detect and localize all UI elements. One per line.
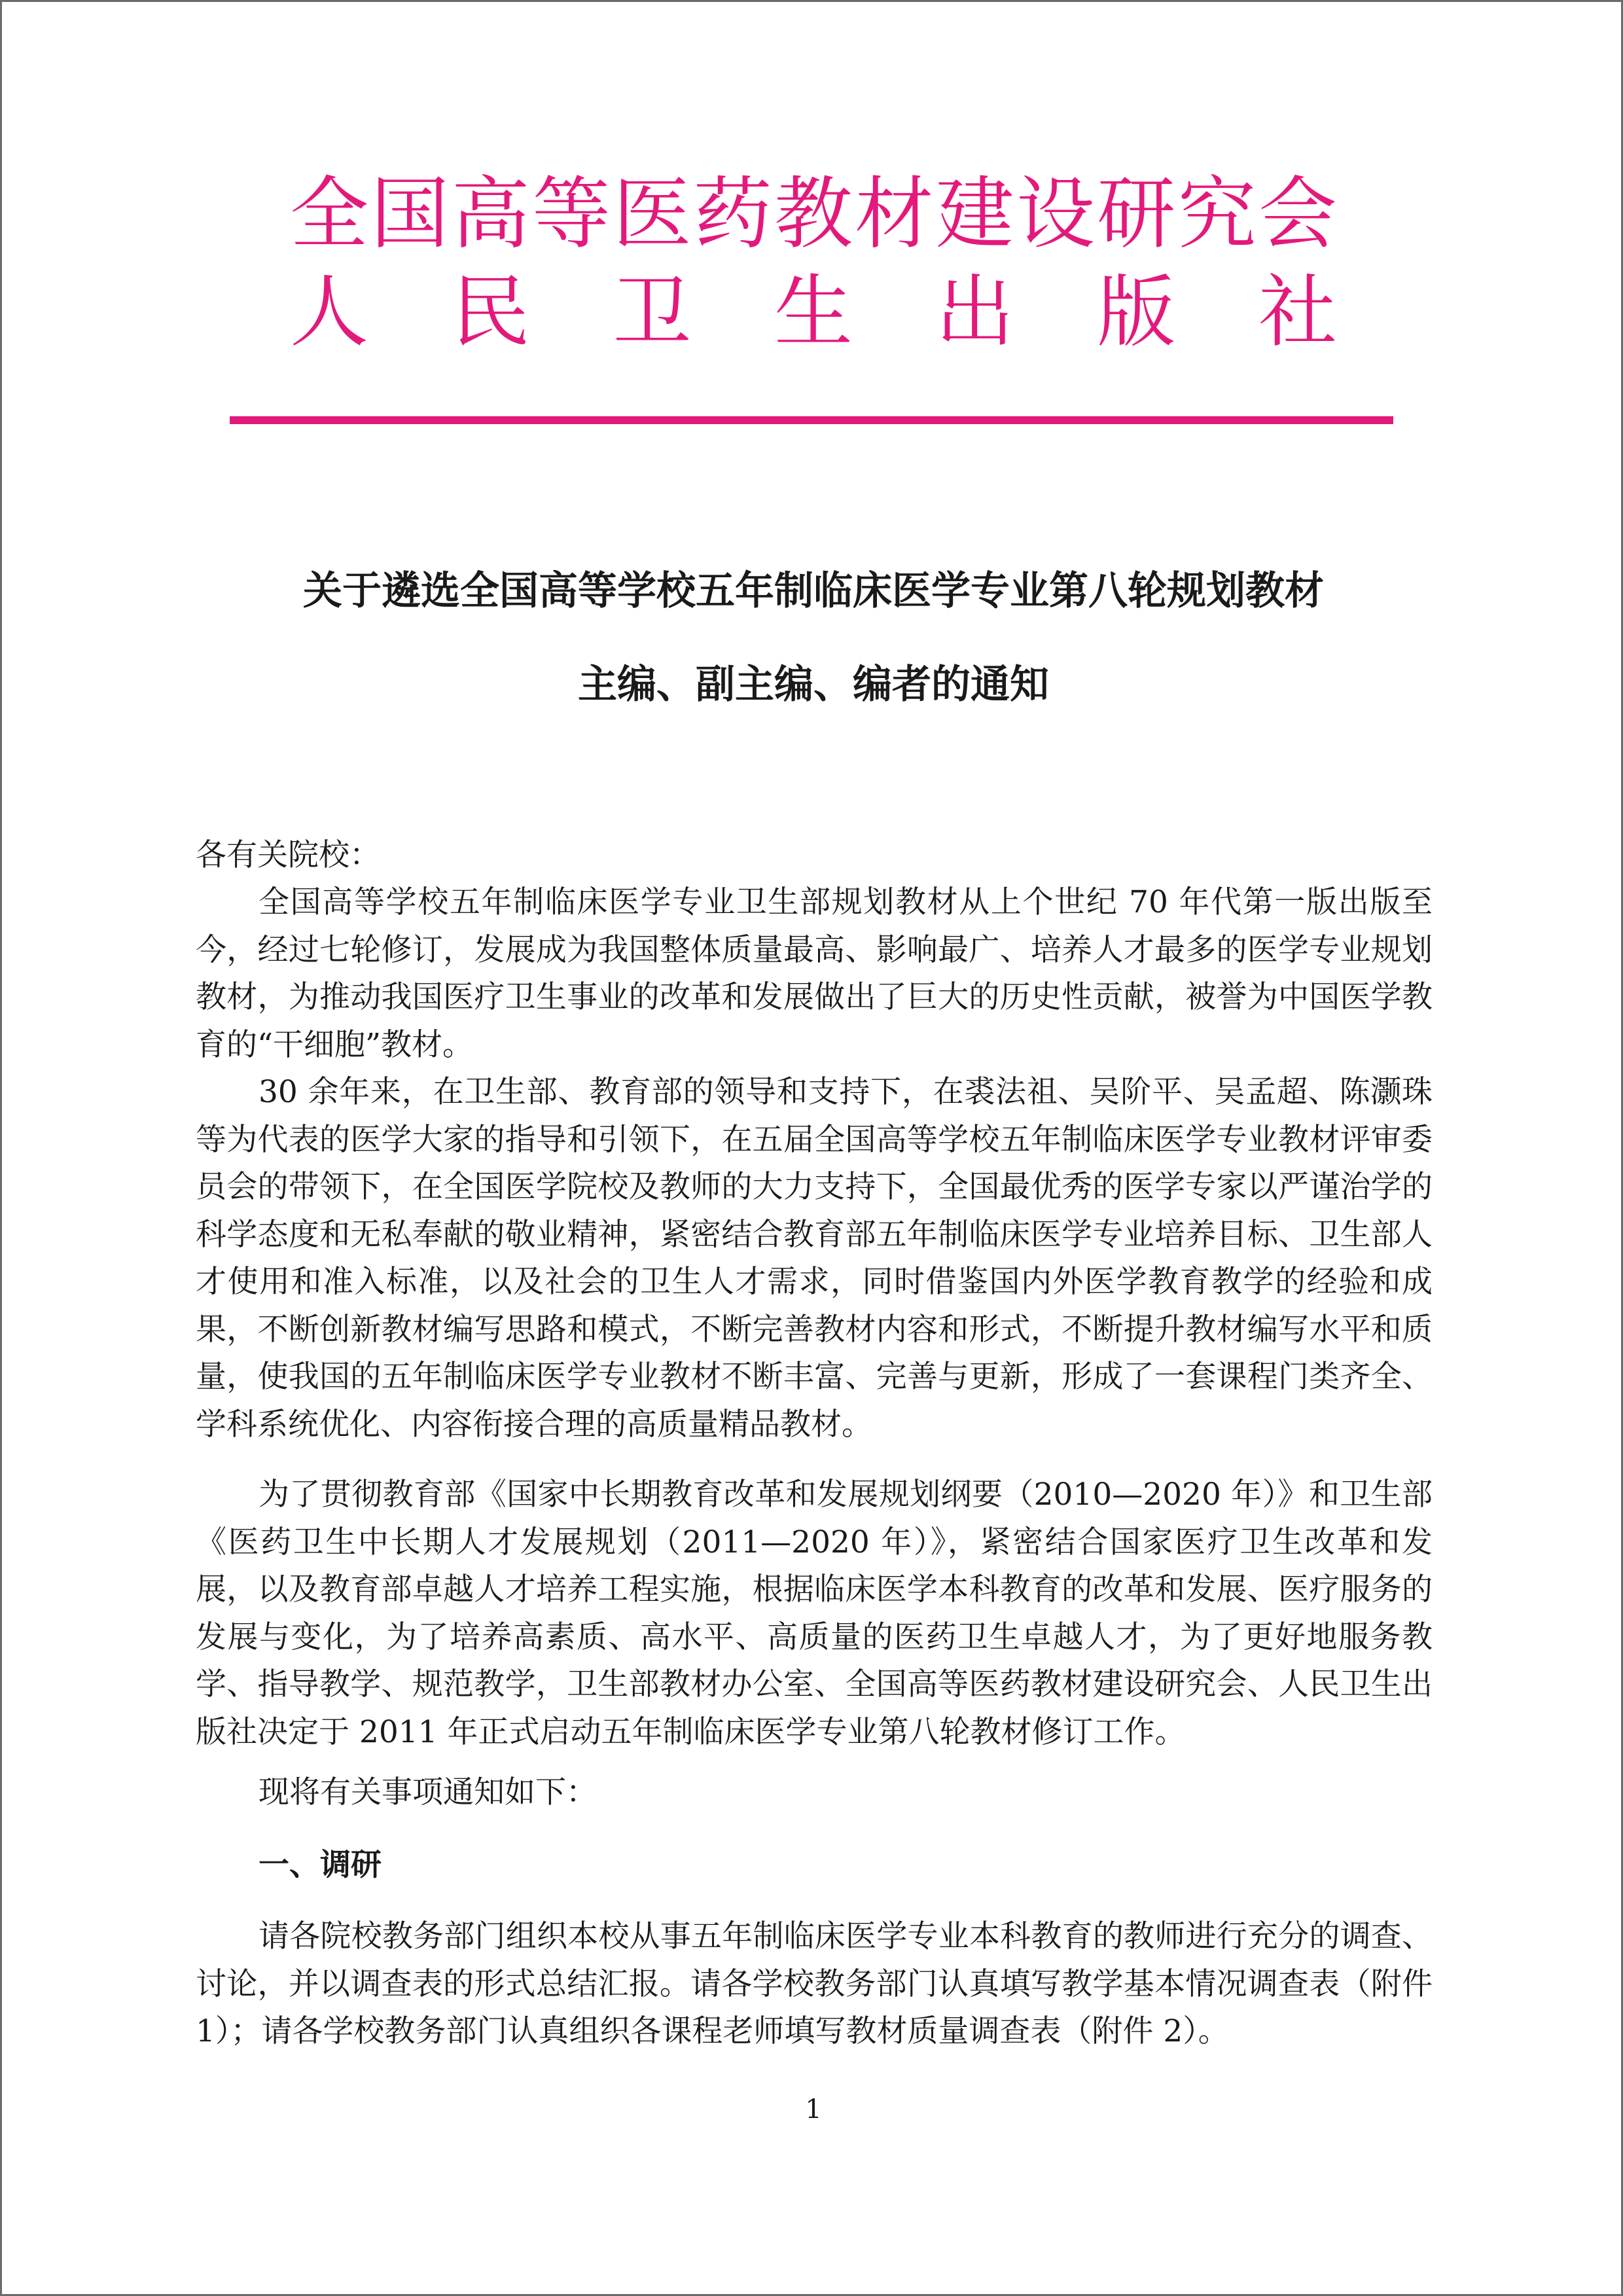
org1-char: 会: [1258, 169, 1337, 260]
org1-char: 设: [1016, 169, 1095, 260]
org1-char: 究: [1177, 169, 1257, 260]
notice-title-line-1: 关于遴选全国高等学校五年制临床医学专业第八轮规划教材: [303, 568, 1324, 614]
organization-name-line-1: [290, 169, 1337, 260]
org2-char: 出: [935, 267, 1014, 358]
org1-char: 高: [451, 169, 530, 260]
org1-char: 全: [290, 169, 368, 260]
org2-char: 生: [774, 267, 853, 358]
org1-char: 药: [693, 169, 772, 260]
header-divider: [230, 416, 1393, 424]
notice-title-line-2: 主编、副主编、编者的通知: [578, 662, 1049, 708]
body-paragraph-1: 全国高等学校五年制临床医学专业卫生部规划教材从上个世纪 70 年代第一版出版至今，经过七轮修订，发展成为我国整体质量最高、影响最广、培养人才最多的医学专业规划教材，为推动我国医疗卫生事业的改革和发展做出了巨大的历史性贡献，被誉为中国医学教育的“干细胞”教材。: [196, 884, 1433, 1063]
salutation: 各有关院校：: [196, 837, 380, 873]
org2-char: 版: [1097, 267, 1176, 358]
org1-char: 医: [613, 169, 692, 260]
notice-intro: 现将有关事项通知如下：: [259, 1774, 597, 1810]
org1-char: 教: [774, 169, 853, 260]
org2-char: 卫: [613, 267, 692, 358]
page-number: 1: [805, 2094, 822, 2125]
body-paragraph-3: 为了贯彻教育部《国家中长期教育改革和发展规划纲要（2010—2020 年）》和卫生部《医药卫生中长期人才发展规划（2011—2020 年）》，紧密结合国家医疗卫生改革和发展，以及教育部卓越人才培养工程实施，根据临床医学本科教育的改革和发展、医疗服务的发展与变化，为了培养高素质、高水平、高质量的医药卫生卓越人才，为了更好地服务教学、指导教学、规范教学，卫生部教材办公室、全国高等医药教材建设研究会、人民卫生出版社决定于 2011 年正式启动五年制临床医学专业第八轮教材修订工作。: [196, 1477, 1433, 1750]
org1-char: 等: [531, 169, 611, 260]
org1-char: 建: [935, 169, 1014, 260]
section-heading-research: 一、调研: [259, 1847, 382, 1883]
organization-name-line-2: [290, 267, 1337, 359]
org2-char: 民: [451, 267, 530, 358]
body-paragraph-2: 30 余年来，在卫生部、教育部的领导和支持下，在裘法祖、吴阶平、吴孟超、陈灏珠等为代表的医学大家的指导和引领下，在五届全国高等学校五年制临床医学专业教材评审委员会的带领下，在全国医学院校及教师的大力支持下，全国最优秀的医学专家以严谨治学的科学态度和无私奉献的敬业精神，紧密结合教育部五年制临床医学专业培养目标、卫生部人才使用和准入标准，以及社会的卫生人才需求，同时借鉴国内外医学教育教学的经验和成果，不断创新教材编写思路和模式，不断完善教材内容和形式，不断提升教材编写水平和质量，使我国的五年制临床医学专业教材不断丰富、完善与更新，形成了一套课程门类齐全、学科系统优化、内容衔接合理的高质量精品教材。: [196, 1074, 1433, 1443]
org2-char: 社: [1258, 267, 1337, 358]
org2-char: 人: [290, 267, 368, 358]
body-paragraph-4: 请各院校教务部门组织本校从事五年制临床医学专业本科教育的教师进行充分的调查、讨论，并以调查表的形式总结汇报。请各学校教务部门认真填写教学基本情况调查表（附件 1）；请各学校教务部门认真组织各课程老师填写教材质量调查表（附件 2）。: [196, 1918, 1433, 2049]
org1-char: 国: [370, 169, 450, 260]
org1-char: 材: [855, 169, 934, 260]
org1-char: 研: [1097, 169, 1176, 260]
